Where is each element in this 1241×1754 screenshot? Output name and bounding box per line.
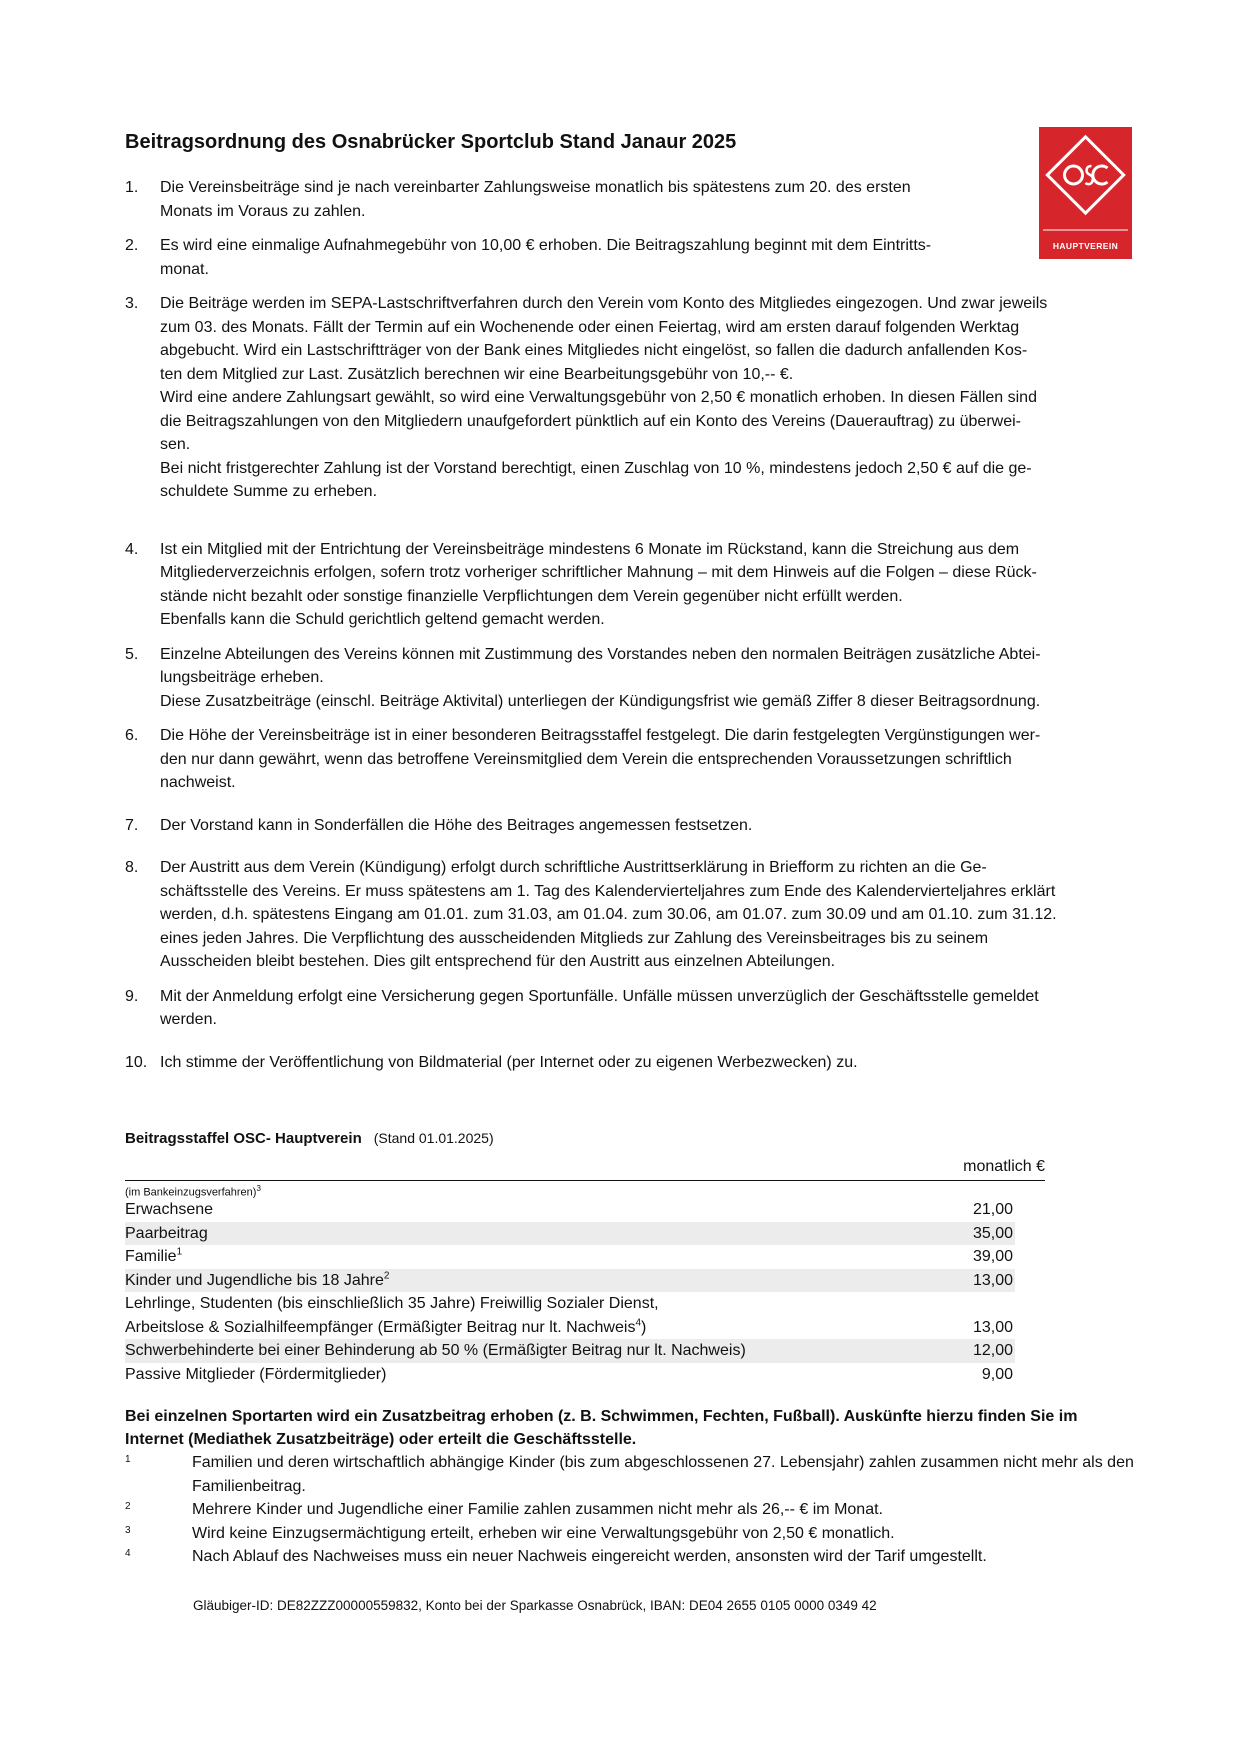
item-number: 4.	[125, 540, 139, 558]
fee-schedule-date: (Stand 01.01.2025)	[373, 1130, 494, 1146]
list-item	[125, 234, 1020, 281]
item-line: werden, d.h. spätestens Eingang am 01.01. zum 31.03, am 01.04. zum 30.06, am 01.07. zum 30.09 und am 01.10. zum 31.12.	[160, 906, 1057, 923]
divider	[125, 1180, 1045, 1181]
item-number: 9.	[125, 987, 139, 1005]
fee-amount: 39,00	[972, 1248, 1013, 1265]
bank-note-text: (im Bankeinzugsverfahren)	[125, 1186, 257, 1199]
fee-label-text: Erwachsene	[125, 1201, 214, 1218]
item-line: Die Höhe der Vereinsbeiträge ist in einer besonderen Beitragsstaffel festgelegt. Die darin festgelegten Vergünstigungen wer-	[160, 727, 1041, 744]
table-row	[125, 1339, 1015, 1363]
bank-note	[125, 1184, 261, 1199]
table-row	[125, 1198, 1015, 1222]
fee-label-text: Lehrlinge, Studenten (bis einschließlich 35 Jahre) Freiwillig Sozialer Dienst,	[125, 1295, 659, 1312]
item-line: Der Austritt aus dem Verein (Kündigung) erfolgt durch schriftliche Austrittserklärung in Briefform zu richten an die Ge-	[160, 859, 987, 876]
fee-schedule-heading	[125, 1130, 494, 1147]
item-line: schäftsstelle des Vereins. Er muss spätestens am 1. Tag des Kalendervierteljahres zum Ende des Kalendervierteljahres erklärt	[160, 882, 1056, 900]
fee-label	[125, 1339, 903, 1363]
footnote-text: Mehrere Kinder und Jugendliche einer Familie zahlen zusammen nicht mehr als 26,-- € im Monat.	[192, 1501, 883, 1518]
fee-label-text: Kinder und Jugendliche bis 18 Jahre	[125, 1271, 384, 1289]
column-header-monthly: monatlich €	[963, 1158, 1045, 1175]
fee-label	[125, 1292, 903, 1316]
fee-schedule-title: Beitragsstaffel OSC- Hauptverein	[125, 1130, 362, 1147]
fee-label-text: Schwerbehinderte bei einer Behinderung ab 50 % (Ermäßigter Beitrag nur lt. Nachweis)	[125, 1342, 746, 1359]
item-line: Die Vereinsbeiträge sind je nach vereinbarter Zahlungsweise monatlich bis spätestens zum 20. des ersten	[160, 179, 911, 196]
fee-label-text: Paarbeitrag	[125, 1224, 208, 1242]
item-line: Monats im Voraus zu zahlen.	[160, 202, 366, 220]
fee-amount: 12,00	[903, 1339, 1015, 1363]
fee-label	[125, 1222, 903, 1246]
footnote	[125, 1522, 1135, 1546]
fee-label-suffix: )	[641, 1318, 647, 1336]
item-line: den nur dann gewährt, wenn das betroffene Vereinsmitglied dem Verein die entsprechenden Voraussetzungen schriftlich	[160, 750, 1012, 768]
item-line: Mitgliederverzeichnis erfolgen, sofern trotz vorheriger schriftlicher Mahnung – mit dem Hinweis auf die Folgen – diese Rück-	[160, 564, 1037, 581]
fee-label	[125, 1198, 903, 1222]
fee-label-text: Passive Mitglieder (Fördermitglieder)	[125, 1365, 387, 1383]
fee-label	[125, 1269, 903, 1293]
footnote	[125, 1498, 1135, 1522]
creditor-line: Gläubiger-ID: DE82ZZZ00000559832, Konto bei der Sparkasse Osnabrück, IBAN: DE04 2655 0105 0000 0349 42	[193, 1598, 877, 1613]
footnote-ref: 2	[383, 1270, 390, 1282]
table-row	[125, 1245, 1015, 1269]
footnote-ref: 3	[256, 1184, 261, 1193]
item-line: nachweist.	[160, 774, 236, 791]
item-line: schuldete Summe zu erheben.	[160, 483, 378, 500]
footnote-ref: 4	[635, 1317, 641, 1329]
list-item	[125, 724, 1135, 795]
list-item	[125, 814, 1135, 838]
list-item	[125, 1051, 1135, 1075]
item-number: 2.	[125, 237, 139, 254]
fee-amount: 13,00	[903, 1269, 1015, 1293]
fee-label	[125, 1363, 903, 1387]
footnote-mark: 1	[125, 1454, 131, 1465]
footnote-ref: 1	[176, 1246, 183, 1258]
table-row	[125, 1269, 1015, 1293]
item-line: Ebenfalls kann die Schuld gerichtlich geltend gemacht werden.	[160, 611, 605, 628]
fee-table	[125, 1198, 1015, 1386]
list-item	[125, 856, 1135, 974]
document-title: Beitragsordnung des Osnabrücker Sportclub Stand Janaur 2025	[125, 131, 737, 153]
item-line: sen.	[160, 436, 191, 453]
item-line: Bei nicht fristgerechter Zahlung ist der Vorstand berechtigt, einen Zuschlag von 10 %, mindestens jedoch 2,50 € auf die ge-	[160, 459, 1032, 477]
table-row	[125, 1316, 1015, 1340]
fee-amount: 9,00	[981, 1365, 1013, 1383]
item-line: stände nicht bezahlt oder sonstige finanzielle Verpflichtungen dem Verein gegenüber nicht erfüllt werden.	[160, 587, 903, 605]
fee-label-text: Arbeitslose & Sozialhilfeempfänger (Ermäßigter Beitrag nur lt. Nachweis	[125, 1318, 636, 1336]
item-line: Ich stimme der Veröffentlichung von Bildmaterial (per Internet oder zu eigenen Werbezwecken) zu.	[160, 1053, 858, 1071]
fee-label-text: Familie	[125, 1248, 177, 1265]
item-line: Mit der Anmeldung erfolgt eine Versicherung gegen Sportunfälle. Unfälle müssen unverzüglich der Geschäftsstelle gemeldet	[160, 987, 1039, 1005]
footnote-text: Nach Ablauf des Nachweises muss ein neuer Nachweis eingereicht werden, ansonsten wird der Tarif umgestellt.	[192, 1548, 987, 1565]
item-line: Der Vorstand kann in Sonderfällen die Höhe des Beitrages angemessen festsetzen.	[160, 816, 753, 834]
item-number: 8.	[125, 859, 139, 876]
list-item	[125, 643, 1135, 714]
fee-amount: 35,00	[903, 1222, 1015, 1246]
table-row	[125, 1363, 1015, 1387]
table-row	[125, 1222, 1015, 1246]
item-line: abgebucht. Wird ein Lastschriftträger von der Bank eines Mitgliedes nicht eingelöst, so fallen die dadurch anfallenden Kos-	[160, 342, 1028, 359]
item-number: 5.	[125, 645, 139, 663]
fee-amount: 13,00	[972, 1318, 1013, 1336]
item-line: die Beitragszahlungen von den Mitgliedern unaufgefordert pünktlich auf ein Konto des Vereins (Dauerauftrag) zu überwei-	[160, 412, 1021, 430]
item-number: 1.	[125, 179, 139, 196]
list-item	[125, 985, 1135, 1032]
item-number: 10.	[125, 1053, 148, 1071]
footnotes	[125, 1451, 1135, 1569]
item-line: Die Beiträge werden im SEPA-Lastschriftverfahren durch den Verein vom Konto des Mitgliedes eingezogen. Und zwar jeweils	[160, 295, 1048, 312]
footnote-mark: 4	[125, 1548, 131, 1559]
list-item	[125, 176, 1020, 223]
additional-fee-note: Bei einzelnen Sportarten wird ein Zusatzbeitrag erhoben (z. B. Schwimmen, Fechten, Fußball). Auskünfte hierzu finden Sie im Internet (Mediathek Zusatzbeiträge) oder erteilt die Geschäftsstelle.	[125, 1408, 1078, 1448]
item-line: zum 03. des Monats. Fällt der Termin auf ein Wochenende oder einen Feiertag, wird am ersten darauf folgenden Werktag	[160, 318, 1020, 336]
item-line: Es wird eine einmalige Aufnahmegebühr von 10,00 € erhoben. Die Beitragszahlung beginnt mit dem Eintritts-	[160, 237, 932, 254]
item-number: 6.	[125, 727, 139, 744]
item-line: werden.	[160, 1011, 217, 1028]
fee-amount: 21,00	[972, 1201, 1013, 1218]
footnote-mark: 3	[125, 1524, 131, 1536]
item-line: Diese Zusatzbeiträge (einschl. Beiträge Aktivital) unterliegen der Kündigungsfrist wie gemäß Ziffer 8 dieser Beitragsordnung.	[160, 692, 1041, 710]
item-line: Ist ein Mitglied mit der Entrichtung der Vereinsbeiträge mindestens 6 Monate im Rückstand, kann die Streichung aus dem	[160, 540, 1020, 558]
item-line: ten dem Mitglied zur Last. Zusätzlich berechnen wir eine Bearbeitungsgebühr von 10,-- €.	[160, 365, 794, 383]
item-line: lungsbeiträge erheben.	[160, 669, 324, 686]
item-line: Wird eine andere Zahlungsart gewählt, so wird eine Verwaltungsgebühr von 2,50 € monatlich erhoben. In diesen Fällen sind	[160, 389, 1037, 406]
item-line: Einzelne Abteilungen des Vereins können mit Zustimmung des Vorstandes neben den normalen Beiträgen zusätzliche Abtei-	[160, 645, 1041, 663]
logo-caption: HAUPTVEREIN	[1052, 241, 1119, 251]
item-number: 3.	[125, 295, 139, 312]
list-item	[125, 538, 1135, 632]
fee-label	[125, 1316, 903, 1340]
footnote-text: Familien und deren wirtschaftlich abhängige Kinder (bis zum abgeschlossenen 27. Lebensjahr) zahlen zusammen nicht mehr als den Familienbeitrag.	[192, 1454, 1134, 1495]
item-line: eines jeden Jahres. Die Verpflichtung des ausscheidenden Mitglieds zur Zahlung des Vereinsbeitrages bis zu seinem	[160, 929, 989, 947]
item-number: 7.	[125, 816, 139, 834]
footnote	[125, 1451, 1135, 1498]
footnote-mark: 2	[125, 1501, 131, 1512]
item-line: Ausscheiden bleibt bestehen. Dies gilt entsprechend für den Austritt aus einzelnen Abteilungen.	[160, 953, 836, 970]
item-line: monat.	[160, 260, 209, 278]
footnote-text: Wird keine Einzugsermächtigung erteilt, erheben wir eine Verwaltungsgebühr von 2,50 € monatlich.	[192, 1524, 895, 1542]
footnote	[125, 1545, 1135, 1569]
regulations-list	[125, 176, 1135, 1074]
list-item	[125, 292, 1135, 504]
table-row	[125, 1292, 1015, 1316]
fee-amount	[903, 1292, 1015, 1316]
fee-label	[125, 1245, 903, 1269]
